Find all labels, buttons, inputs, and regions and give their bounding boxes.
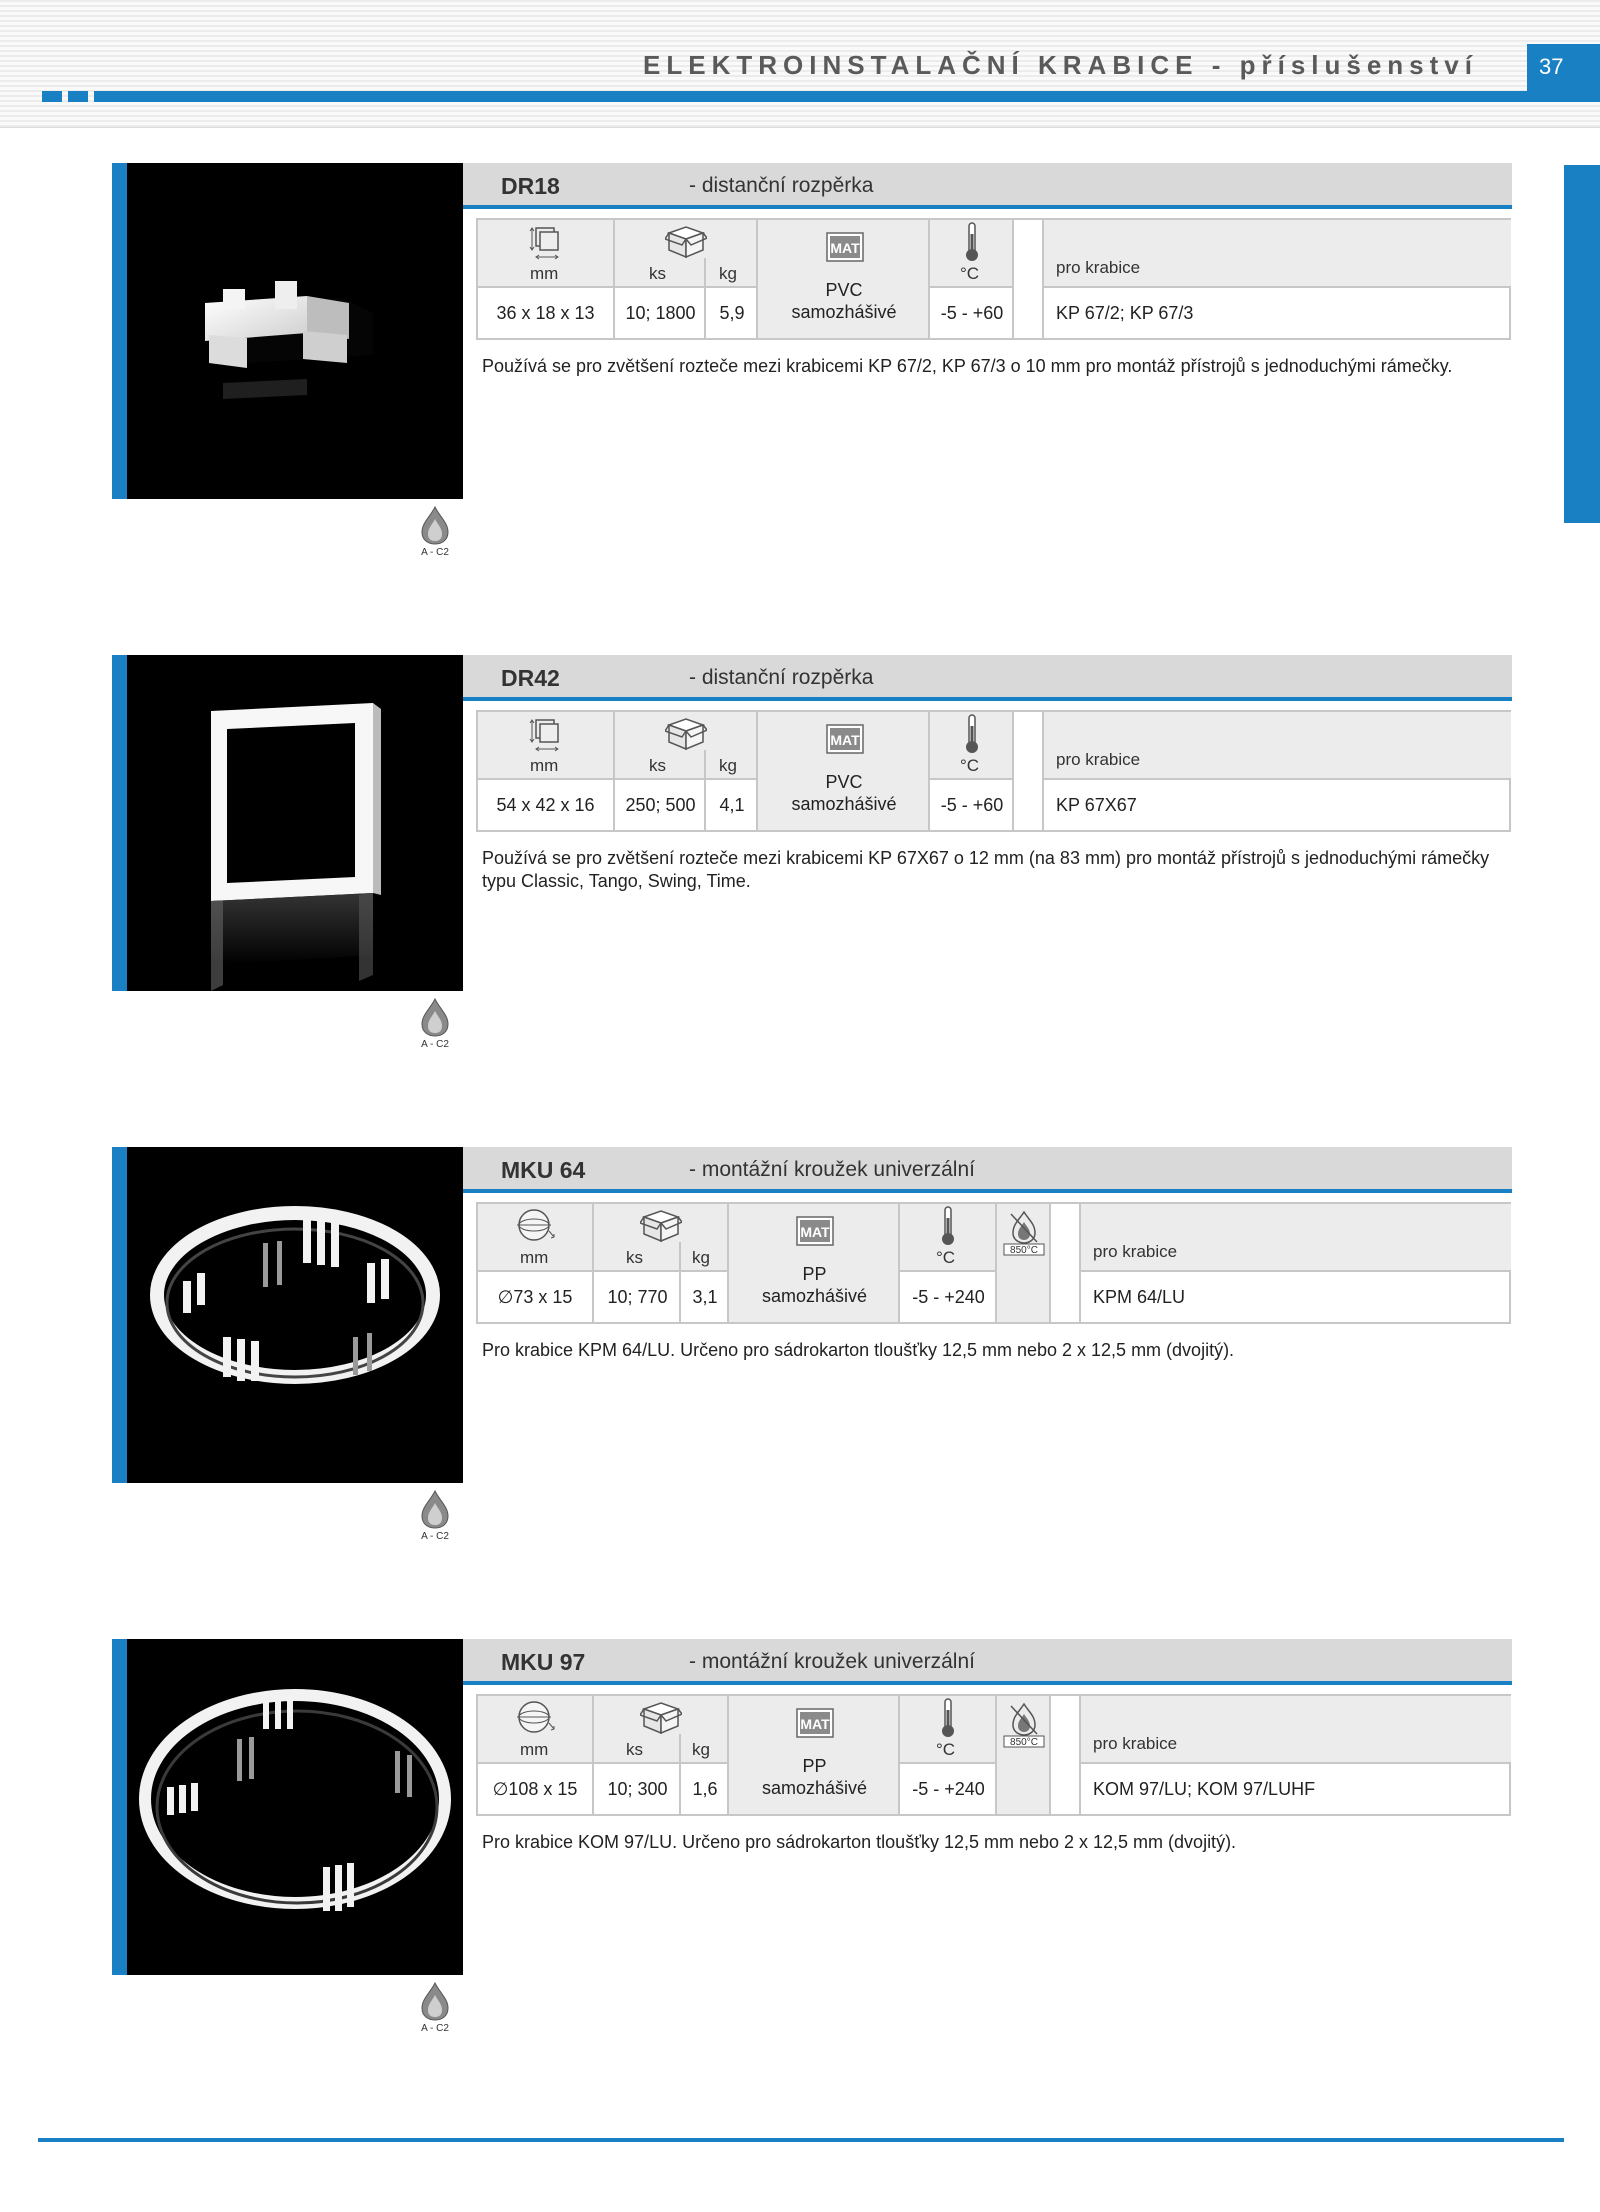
page-title-sub: příslušenství — [1239, 50, 1478, 80]
page-title — [643, 50, 1478, 81]
spec-value-temperature-cell — [928, 778, 1012, 830]
spec-value-boxes: KOM 97/LU; KOM 97/LUHF — [1093, 1779, 1316, 1799]
spec-label-pro-krabice: pro krabice — [1056, 750, 1141, 769]
page-number: 37 — [1527, 44, 1600, 91]
product-title-bar — [463, 1147, 1512, 1193]
spec-table — [476, 1694, 1511, 1816]
flame-drop-icon — [416, 1981, 454, 2021]
fire-class-label: A - C2 — [421, 2023, 449, 2034]
spec-value-material: PVC — [825, 280, 863, 300]
spec-label-kg: kg — [719, 264, 737, 283]
spec-value-material: PP — [802, 1756, 827, 1776]
spec-header-dimensions — [478, 1696, 592, 1762]
product-photo — [112, 163, 463, 499]
spec-value-weight-cell — [704, 286, 756, 338]
spec-value-temperature: -5 - +240 — [912, 1779, 985, 1799]
mat-icon — [796, 1708, 834, 1738]
spec-table — [476, 218, 1511, 340]
product-description: - montážní kroužek univerzální — [689, 1158, 975, 1181]
mat-icon-text: MAT — [800, 1224, 830, 1240]
spec-label-celsius: °C — [960, 756, 980, 775]
spec-value-material: PVC — [825, 772, 863, 792]
spec-value-temperature: -5 - +60 — [940, 795, 1004, 815]
glow-wire-flame-icon — [1003, 1208, 1045, 1256]
spec-material-cell — [756, 220, 928, 338]
spec-value-boxes: KP 67X67 — [1056, 795, 1137, 815]
product-code: DR18 — [501, 173, 560, 199]
header-blue-line — [108, 91, 1600, 102]
spec-value-boxes-cell — [1042, 778, 1511, 830]
spec-header-temperature — [928, 712, 1012, 778]
glow-wire-flame-icon — [1003, 1700, 1045, 1748]
product-photo — [112, 655, 463, 991]
flame-drop-icon — [416, 997, 454, 1037]
page-title-separator: - — [1211, 50, 1227, 80]
fire-class-badge — [416, 505, 454, 563]
spec-value-dimensions — [478, 1779, 592, 1800]
spec-header-temperature — [898, 1696, 995, 1762]
product-title-bar — [463, 655, 1512, 701]
spec-table — [476, 710, 1511, 832]
glow-wire-label: 850°C — [1010, 1737, 1038, 1748]
spec-header-package — [613, 712, 756, 778]
spec-value-quantity: 10; 1800 — [625, 303, 696, 323]
footer-line — [38, 2138, 1564, 2142]
spec-value-weight: 3,1 — [692, 1287, 718, 1307]
spec-label-kg: kg — [692, 1248, 710, 1267]
frame-spacer-photo-image — [127, 655, 463, 991]
product-description: - distanční rozpěrka — [689, 666, 874, 689]
spec-value-weight-cell — [704, 778, 756, 830]
ring-photo-image — [127, 1639, 463, 1975]
mat-icon-text: MAT — [800, 1716, 830, 1732]
spec-label-kg: kg — [719, 756, 737, 775]
product-note: Používá se pro zvětšení rozteče mezi krabicemi KP 67X67 o 12 mm (na 83 mm) pro montáž přístrojů s jednoduchými rámečky typu Classic, Tango, Swing, Time. — [482, 848, 1490, 891]
spec-value-quantity-cell — [592, 1270, 679, 1322]
diameter-symbol: ∅ — [497, 1287, 514, 1307]
product-title-bar — [463, 163, 1512, 209]
spec-label-mm: mm — [530, 264, 559, 283]
spacer-photo-image — [127, 163, 463, 499]
spec-label-pro-krabice: pro krabice — [1093, 1242, 1178, 1261]
mat-icon — [826, 232, 864, 262]
ring-photo-image — [127, 1147, 463, 1483]
spec-value-boxes-cell — [1079, 1270, 1511, 1322]
product-photo — [112, 1147, 463, 1483]
thermometer-icon — [964, 222, 980, 262]
mat-icon — [826, 724, 864, 754]
thermometer-icon — [964, 714, 980, 754]
spec-value-quantity-cell — [613, 778, 704, 830]
product-photo — [112, 1639, 463, 1975]
spec-header-boxes — [1079, 1204, 1511, 1270]
spec-header-temperature — [928, 220, 1012, 286]
spec-label-pro-krabice: pro krabice — [1093, 1734, 1178, 1753]
spec-header-boxes — [1042, 220, 1511, 286]
spec-table — [476, 1202, 1511, 1324]
spec-value-dimensions — [478, 1287, 592, 1308]
spec-value-dimensions-cell — [478, 1762, 592, 1814]
spec-material-cell — [727, 1696, 898, 1814]
spec-value-temperature-cell — [898, 1270, 995, 1322]
fire-class-label: A - C2 — [421, 547, 449, 558]
spec-value-weight-cell — [679, 1270, 727, 1322]
product-description: - montážní kroužek univerzální — [689, 1650, 975, 1673]
spec-value-quantity: 250; 500 — [625, 795, 696, 815]
product-code: MKU 97 — [501, 1649, 586, 1675]
spec-value-temperature: -5 - +240 — [912, 1287, 985, 1307]
product-code: MKU 64 — [501, 1157, 586, 1183]
spec-value-weight: 4,1 — [719, 795, 745, 815]
spec-header-temperature — [898, 1204, 995, 1270]
product-note: Pro krabice KOM 97/LU. Určeno pro sádrokarton tloušťky 12,5 mm nebo 2 x 12,5 mm (dvojitý). — [482, 1832, 1237, 1852]
package-icon — [640, 1207, 682, 1243]
spec-header-package — [592, 1204, 727, 1270]
box-dimension-icon — [528, 716, 564, 754]
glow-wire-label: 850°C — [1010, 1245, 1038, 1256]
package-icon — [640, 1699, 682, 1735]
spec-label-mm: mm — [520, 1740, 549, 1759]
product-mku-64 — [0, 1147, 1600, 1637]
spec-value-boxes: KP 67/2; KP 67/3 — [1056, 303, 1194, 323]
spec-empty-cell — [1012, 712, 1042, 830]
mat-icon — [796, 1216, 834, 1246]
spec-value-weight: 1,6 — [692, 1779, 718, 1799]
spec-empty-cell — [1049, 1204, 1079, 1322]
spec-value-quantity-cell — [592, 1762, 679, 1814]
spec-glow-wire-cell — [995, 1696, 1049, 1814]
spec-value-dimensions: 54 x 42 x 16 — [496, 795, 595, 815]
product-code: DR42 — [501, 665, 560, 691]
spec-value-dimensions-cell — [478, 286, 613, 338]
spec-label-pro-krabice: pro krabice — [1056, 258, 1141, 277]
spec-value-temperature-cell — [928, 286, 1012, 338]
mat-icon-text: MAT — [830, 732, 860, 748]
page-header — [0, 0, 1600, 128]
diameter-symbol: ∅ — [492, 1779, 509, 1799]
spec-header-dimensions — [478, 1204, 592, 1270]
spec-value-dimensions: 36 x 18 x 13 — [496, 303, 595, 323]
spec-label-mm: mm — [530, 756, 559, 775]
spec-header-dimensions — [478, 712, 613, 778]
spec-value-material-note: samozhášivé — [761, 1778, 868, 1798]
spec-value-temperature: -5 - +60 — [940, 303, 1004, 323]
product-description: - distanční rozpěrka — [689, 174, 874, 197]
product-note: Používá se pro zvětšení rozteče mezi krabicemi KP 67/2, KP 67/3 o 10 mm pro montáž přístrojů s jednoduchými rámečky. — [482, 356, 1453, 376]
spec-empty-cell — [1049, 1696, 1079, 1814]
thermometer-icon — [940, 1698, 956, 1738]
mat-icon-text: MAT — [830, 240, 860, 256]
spec-label-ks: ks — [649, 756, 666, 775]
thermometer-icon — [940, 1206, 956, 1246]
spec-value-weight: 5,9 — [719, 303, 745, 323]
spec-label-kg: kg — [692, 1740, 710, 1759]
spec-label-celsius: °C — [936, 1248, 956, 1267]
fire-class-label: A - C2 — [421, 1531, 449, 1542]
product-mku-97 — [0, 1639, 1600, 2129]
spec-empty-cell — [1012, 220, 1042, 338]
product-dr42 — [0, 655, 1600, 1145]
spec-value-quantity: 10; 300 — [607, 1779, 668, 1799]
box-dimension-icon — [528, 224, 564, 262]
product-dr18 — [0, 163, 1600, 653]
spec-glow-wire-cell — [995, 1204, 1049, 1322]
fire-class-label: A - C2 — [421, 1039, 449, 1050]
spec-value-quantity-cell — [613, 286, 704, 338]
spec-header-boxes — [1079, 1696, 1511, 1762]
flame-drop-icon — [416, 1489, 454, 1529]
spec-value-material-note: samozhášivé — [791, 302, 897, 322]
spec-value-weight-cell — [679, 1762, 727, 1814]
fire-class-badge — [416, 1981, 454, 2039]
fire-class-badge — [416, 997, 454, 1055]
spec-value-material-note: samozhášivé — [791, 794, 897, 814]
package-icon — [665, 715, 707, 751]
spec-value-material: PP — [802, 1264, 827, 1284]
spec-label-ks: ks — [649, 264, 666, 283]
fire-class-badge — [416, 1489, 454, 1547]
ring-dimension-icon — [514, 1207, 556, 1245]
spec-value-dimensions-text: 108 x 15 — [508, 1779, 578, 1799]
page-title-main: ELEKTROINSTALAČNÍ KRABICE — [643, 50, 1199, 80]
spec-header-boxes — [1042, 712, 1511, 778]
spec-value-material-note: samozhášivé — [761, 1286, 868, 1306]
spec-label-mm: mm — [520, 1248, 549, 1267]
spec-value-temperature-cell — [898, 1762, 995, 1814]
spec-value-dimensions-cell — [478, 778, 613, 830]
spec-value-quantity: 10; 770 — [607, 1287, 668, 1307]
product-title-bar — [463, 1639, 1512, 1685]
spec-label-celsius: °C — [936, 1740, 956, 1759]
spec-label-celsius: °C — [960, 264, 980, 283]
header-squares — [42, 91, 114, 102]
product-note: Pro krabice KPM 64/LU. Určeno pro sádrokarton tloušťky 12,5 mm nebo 2 x 12,5 mm (dvojitý). — [482, 1340, 1235, 1360]
spec-label-ks: ks — [626, 1248, 643, 1267]
spec-material-cell — [756, 712, 928, 830]
ring-dimension-icon — [514, 1699, 556, 1737]
spec-value-dimensions-text: 73 x 15 — [513, 1287, 573, 1307]
spec-header-package — [592, 1696, 727, 1762]
spec-value-boxes-cell — [1042, 286, 1511, 338]
spec-value-dimensions-cell — [478, 1270, 592, 1322]
spec-value-boxes-cell — [1079, 1762, 1511, 1814]
spec-value-boxes: KPM 64/LU — [1093, 1287, 1186, 1307]
package-icon — [665, 223, 707, 259]
spec-material-cell — [727, 1204, 898, 1322]
spec-label-ks: ks — [626, 1740, 643, 1759]
spec-header-package — [613, 220, 756, 286]
flame-drop-icon — [416, 505, 454, 545]
spec-header-dimensions — [478, 220, 613, 286]
